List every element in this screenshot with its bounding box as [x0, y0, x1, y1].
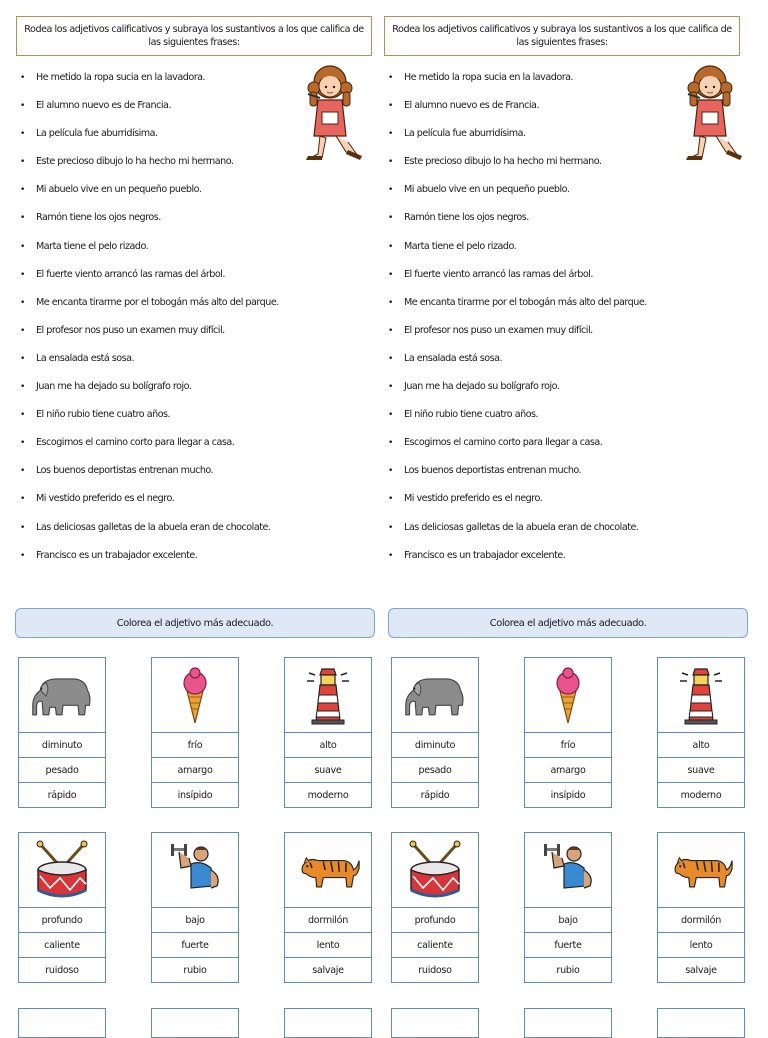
adjective-card	[524, 832, 612, 983]
adjective-option[interactable]: rápido	[420, 789, 450, 801]
sentence-item	[388, 239, 647, 267]
sentence-item	[20, 379, 279, 407]
sentence-text: Escogimos el camino corto para llegar a casa.	[36, 437, 235, 449]
sentence-item	[20, 210, 279, 238]
bullet: •	[388, 410, 393, 421]
sentence-item	[20, 491, 279, 519]
bullet: •	[20, 129, 25, 140]
card-picture	[525, 1009, 611, 1037]
card-picture	[658, 658, 744, 733]
instruction-text-2: Colorea el adjetivo más adecuado.	[489, 617, 647, 629]
adjective-card	[657, 832, 745, 983]
adjective-option[interactable]: fuerte	[525, 933, 611, 958]
adjective-option[interactable]: bajo	[152, 908, 238, 933]
sentence-text: He metido la ropa sucia en la lavadora.	[36, 72, 206, 83]
sentence-text: Francisco es un trabajador excelente.	[404, 549, 566, 561]
sentence-text: La película fue aburridísima.	[36, 128, 158, 140]
adjective-option[interactable]: profundo	[19, 908, 105, 933]
bullet: •	[388, 522, 393, 533]
sentence-text: Ramón tiene los ojos negros.	[404, 212, 529, 224]
sentence-text: Mi abuelo vive en un pequeño pueblo.	[404, 184, 570, 196]
sentence-item	[388, 351, 647, 379]
bullet: •	[388, 438, 393, 449]
bullet: •	[20, 550, 25, 561]
bullet: •	[388, 297, 393, 308]
card-picture	[152, 1009, 238, 1037]
bullet: •	[388, 550, 393, 561]
girl-writing-icon	[680, 60, 760, 164]
sentence-text: El fuerte viento arrancó las ramas del árbol.	[36, 268, 225, 280]
sentence-text: La ensalada está sosa.	[404, 352, 503, 364]
bullet: •	[20, 325, 25, 336]
instruction-box-1	[384, 16, 740, 56]
bullet: •	[388, 466, 393, 477]
adjective-option[interactable]: profundo	[392, 908, 478, 933]
sentence-text: El fuerte viento arrancó las ramas del árbol.	[404, 268, 593, 280]
adjective-option[interactable]: insípido	[177, 789, 213, 801]
sentence-text: El niño rubio tiene cuatro años.	[36, 409, 171, 421]
adjective-card-partial	[524, 1008, 612, 1038]
card-picture	[525, 658, 611, 733]
adjective-card-partial	[151, 1008, 239, 1038]
adjective-option[interactable]: dormilón	[285, 908, 371, 933]
sentence-item	[20, 126, 279, 154]
card-picture	[658, 833, 744, 908]
sentence-item	[20, 295, 279, 323]
adjective-option[interactable]: alto	[285, 733, 371, 758]
sentence-item	[388, 154, 647, 182]
bullet: •	[388, 129, 393, 140]
sentence-item	[388, 98, 647, 126]
bullet: •	[388, 353, 393, 364]
sentence-text: La película fue aburridísima.	[404, 128, 526, 140]
bullet: •	[388, 241, 393, 252]
adjective-option[interactable]: caliente	[19, 933, 105, 958]
bullet: •	[20, 213, 25, 224]
sentence-item	[20, 323, 279, 351]
card-picture	[658, 1009, 744, 1037]
bullet: •	[388, 382, 393, 393]
bullet: •	[20, 185, 25, 196]
sentence-text: Este precioso dibujo lo ha hecho mi hermano.	[36, 156, 234, 168]
bullet: •	[20, 522, 25, 533]
sentence-text: Escogimos el camino corto para llegar a casa.	[404, 437, 603, 449]
sentence-text: Las deliciosas galletas de la abuela eran de chocolate.	[36, 521, 271, 533]
sentence-item	[388, 463, 647, 491]
adjective-card	[18, 832, 106, 983]
card-picture	[285, 833, 371, 908]
adjective-card-partial	[657, 1008, 745, 1038]
sentence-text: Mi vestido preferido es el negro.	[404, 493, 543, 505]
adjective-option[interactable]: suave	[285, 758, 371, 783]
weightlifter-icon	[535, 840, 601, 900]
adjective-card-partial	[284, 1008, 372, 1038]
sentence-item	[20, 239, 279, 267]
worksheet-left	[0, 0, 384, 1024]
adjective-card	[391, 657, 479, 808]
adjective-option[interactable]: amargo	[525, 758, 611, 783]
card-picture	[152, 833, 238, 908]
card-picture	[19, 833, 105, 908]
adjective-option[interactable]: moderno	[307, 789, 349, 801]
instruction-box-1	[16, 16, 372, 56]
sentence-item	[388, 182, 647, 210]
adjective-option[interactable]: bajo	[525, 908, 611, 933]
girl-writing-icon	[300, 60, 380, 164]
bullet: •	[20, 101, 25, 112]
adjective-option[interactable]: rubio	[183, 964, 207, 976]
sentence-text: Ramón tiene los ojos negros.	[36, 212, 161, 224]
instruction-text-1: Rodea los adjetivos calificativos y subraya los sustantivos a los que califica de las siguientes frases:	[24, 24, 364, 48]
sentence-text: Juan me ha dejado su bolígrafo rojo.	[36, 381, 192, 393]
adjective-option[interactable]: dormilón	[658, 908, 744, 933]
adjective-option[interactable]: ruidoso	[45, 964, 79, 976]
card-picture	[19, 1009, 105, 1037]
sentence-text: El niño rubio tiene cuatro años.	[404, 409, 539, 421]
card-picture	[525, 833, 611, 908]
bullet: •	[20, 157, 25, 168]
sentence-item	[388, 491, 647, 519]
sentence-item	[20, 267, 279, 295]
card-picture	[392, 833, 478, 908]
bullet: •	[20, 269, 25, 280]
sentence-text: La ensalada está sosa.	[36, 352, 135, 364]
adjective-card	[18, 657, 106, 808]
instruction-box-2	[15, 608, 375, 638]
sentence-text: Mi vestido preferido es el negro.	[36, 493, 175, 505]
sentence-text: Este precioso dibujo lo ha hecho mi hermano.	[404, 156, 602, 168]
sentence-text: He metido la ropa sucia en la lavadora.	[404, 72, 574, 83]
bullet: •	[388, 157, 393, 168]
sentence-text: Mi abuelo vive en un pequeño pueblo.	[36, 184, 202, 196]
adjective-option[interactable]: diminuto	[392, 733, 478, 758]
sentence-item	[20, 548, 279, 576]
bullet: •	[20, 494, 25, 505]
elephant-icon	[402, 665, 468, 725]
sentence-item	[20, 70, 279, 98]
adjective-option[interactable]: lento	[285, 933, 371, 958]
card-picture	[285, 658, 371, 733]
adjective-card	[391, 832, 479, 983]
adjective-option[interactable]: moderno	[680, 789, 722, 801]
bullet: •	[388, 269, 393, 280]
adjective-option[interactable]: insípido	[550, 789, 586, 801]
adjective-card	[284, 832, 372, 983]
sentence-item	[20, 351, 279, 379]
adjective-card	[657, 657, 745, 808]
adjective-option[interactable]: frío	[152, 733, 238, 758]
sentence-item	[20, 98, 279, 126]
tiger-icon	[668, 840, 734, 900]
bullet: •	[388, 325, 393, 336]
adjective-option[interactable]: alto	[658, 733, 744, 758]
sentence-item	[20, 182, 279, 210]
adjective-option[interactable]: lento	[658, 933, 744, 958]
sentence-text: Las deliciosas galletas de la abuela eran de chocolate.	[404, 521, 639, 533]
sentence-item	[388, 435, 647, 463]
sentence-text: El alumno nuevo es de Francia.	[404, 100, 539, 112]
bullet: •	[20, 410, 25, 421]
sentence-item	[20, 520, 279, 548]
adjective-option[interactable]: pesado	[392, 758, 478, 783]
adjective-option[interactable]: diminuto	[19, 733, 105, 758]
bullet: •	[388, 494, 393, 505]
sentence-text: Los buenos deportistas entrenan mucho.	[404, 465, 582, 477]
ice-cream-icon	[162, 665, 228, 725]
adjective-option[interactable]: suave	[658, 758, 744, 783]
sentence-text: Me encanta tirarme por el tobogán más alto del parque.	[404, 296, 647, 308]
sentence-text: El alumno nuevo es de Francia.	[36, 100, 171, 112]
bullet: •	[20, 241, 25, 252]
sentence-item	[388, 323, 647, 351]
adjective-option[interactable]: frío	[525, 733, 611, 758]
sentence-item	[388, 210, 647, 238]
sentence-item	[388, 520, 647, 548]
sentence-text: Marta tiene el pelo rizado.	[36, 240, 149, 252]
adjective-card	[284, 657, 372, 808]
bullet: •	[20, 438, 25, 449]
instruction-box-2	[388, 608, 748, 638]
sentence-text: Juan me ha dejado su bolígrafo rojo.	[404, 381, 560, 393]
adjective-option[interactable]: salvaje	[685, 964, 717, 976]
sentence-text: Me encanta tirarme por el tobogán más alto del parque.	[36, 296, 279, 308]
adjective-card-partial	[18, 1008, 106, 1038]
adjective-card	[151, 832, 239, 983]
weightlifter-icon	[162, 840, 228, 900]
sentence-item	[20, 463, 279, 491]
sentence-item	[388, 548, 647, 576]
sentence-item	[388, 295, 647, 323]
adjective-option[interactable]: rubio	[556, 964, 580, 976]
sentence-item	[20, 154, 279, 182]
instruction-text-2: Colorea el adjetivo más adecuado.	[116, 617, 274, 629]
tiger-icon	[295, 840, 361, 900]
lighthouse-icon	[668, 665, 734, 725]
bullet: •	[388, 185, 393, 196]
drum-icon	[29, 840, 95, 900]
card-picture	[392, 1009, 478, 1037]
drum-icon	[402, 840, 468, 900]
bullet: •	[388, 101, 393, 112]
sentence-item	[388, 407, 647, 435]
sentence-text: El profesor nos puso un examen muy difícil.	[404, 324, 593, 336]
sentence-item	[388, 126, 647, 154]
sentence-item	[20, 435, 279, 463]
card-picture	[152, 658, 238, 733]
sentence-text: Marta tiene el pelo rizado.	[404, 240, 517, 252]
instruction-text-1: Rodea los adjetivos calificativos y subraya los sustantivos a los que califica de las siguientes frases:	[392, 24, 732, 48]
sentence-list	[388, 70, 647, 576]
sentence-item	[388, 379, 647, 407]
sentence-text: Francisco es un trabajador excelente.	[36, 549, 198, 561]
adjective-option[interactable]: amargo	[152, 758, 238, 783]
bullet: •	[20, 73, 25, 83]
bullet: •	[20, 297, 25, 308]
adjective-option[interactable]: pesado	[19, 758, 105, 783]
adjective-option[interactable]: caliente	[392, 933, 478, 958]
adjective-option[interactable]: salvaje	[312, 964, 344, 976]
elephant-icon	[29, 665, 95, 725]
sentence-text: Los buenos deportistas entrenan mucho.	[36, 465, 214, 477]
adjective-card	[524, 657, 612, 808]
sentence-item	[20, 407, 279, 435]
card-picture	[285, 1009, 371, 1037]
ice-cream-icon	[535, 665, 601, 725]
bullet: •	[20, 382, 25, 393]
lighthouse-icon	[295, 665, 361, 725]
worksheet-right	[384, 0, 768, 1024]
card-picture	[19, 658, 105, 733]
bullet: •	[20, 466, 25, 477]
bullet: •	[388, 213, 393, 224]
sentence-item	[388, 267, 647, 295]
bullet: •	[388, 73, 393, 83]
sentence-item	[388, 70, 647, 98]
card-picture	[392, 658, 478, 733]
adjective-card	[151, 657, 239, 808]
adjective-option[interactable]: rápido	[47, 789, 77, 801]
bullet: •	[20, 353, 25, 364]
adjective-card-partial	[391, 1008, 479, 1038]
sentence-list	[20, 70, 279, 576]
adjective-option[interactable]: ruidoso	[418, 964, 452, 976]
sentence-text: El profesor nos puso un examen muy difícil.	[36, 324, 225, 336]
adjective-option[interactable]: fuerte	[152, 933, 238, 958]
